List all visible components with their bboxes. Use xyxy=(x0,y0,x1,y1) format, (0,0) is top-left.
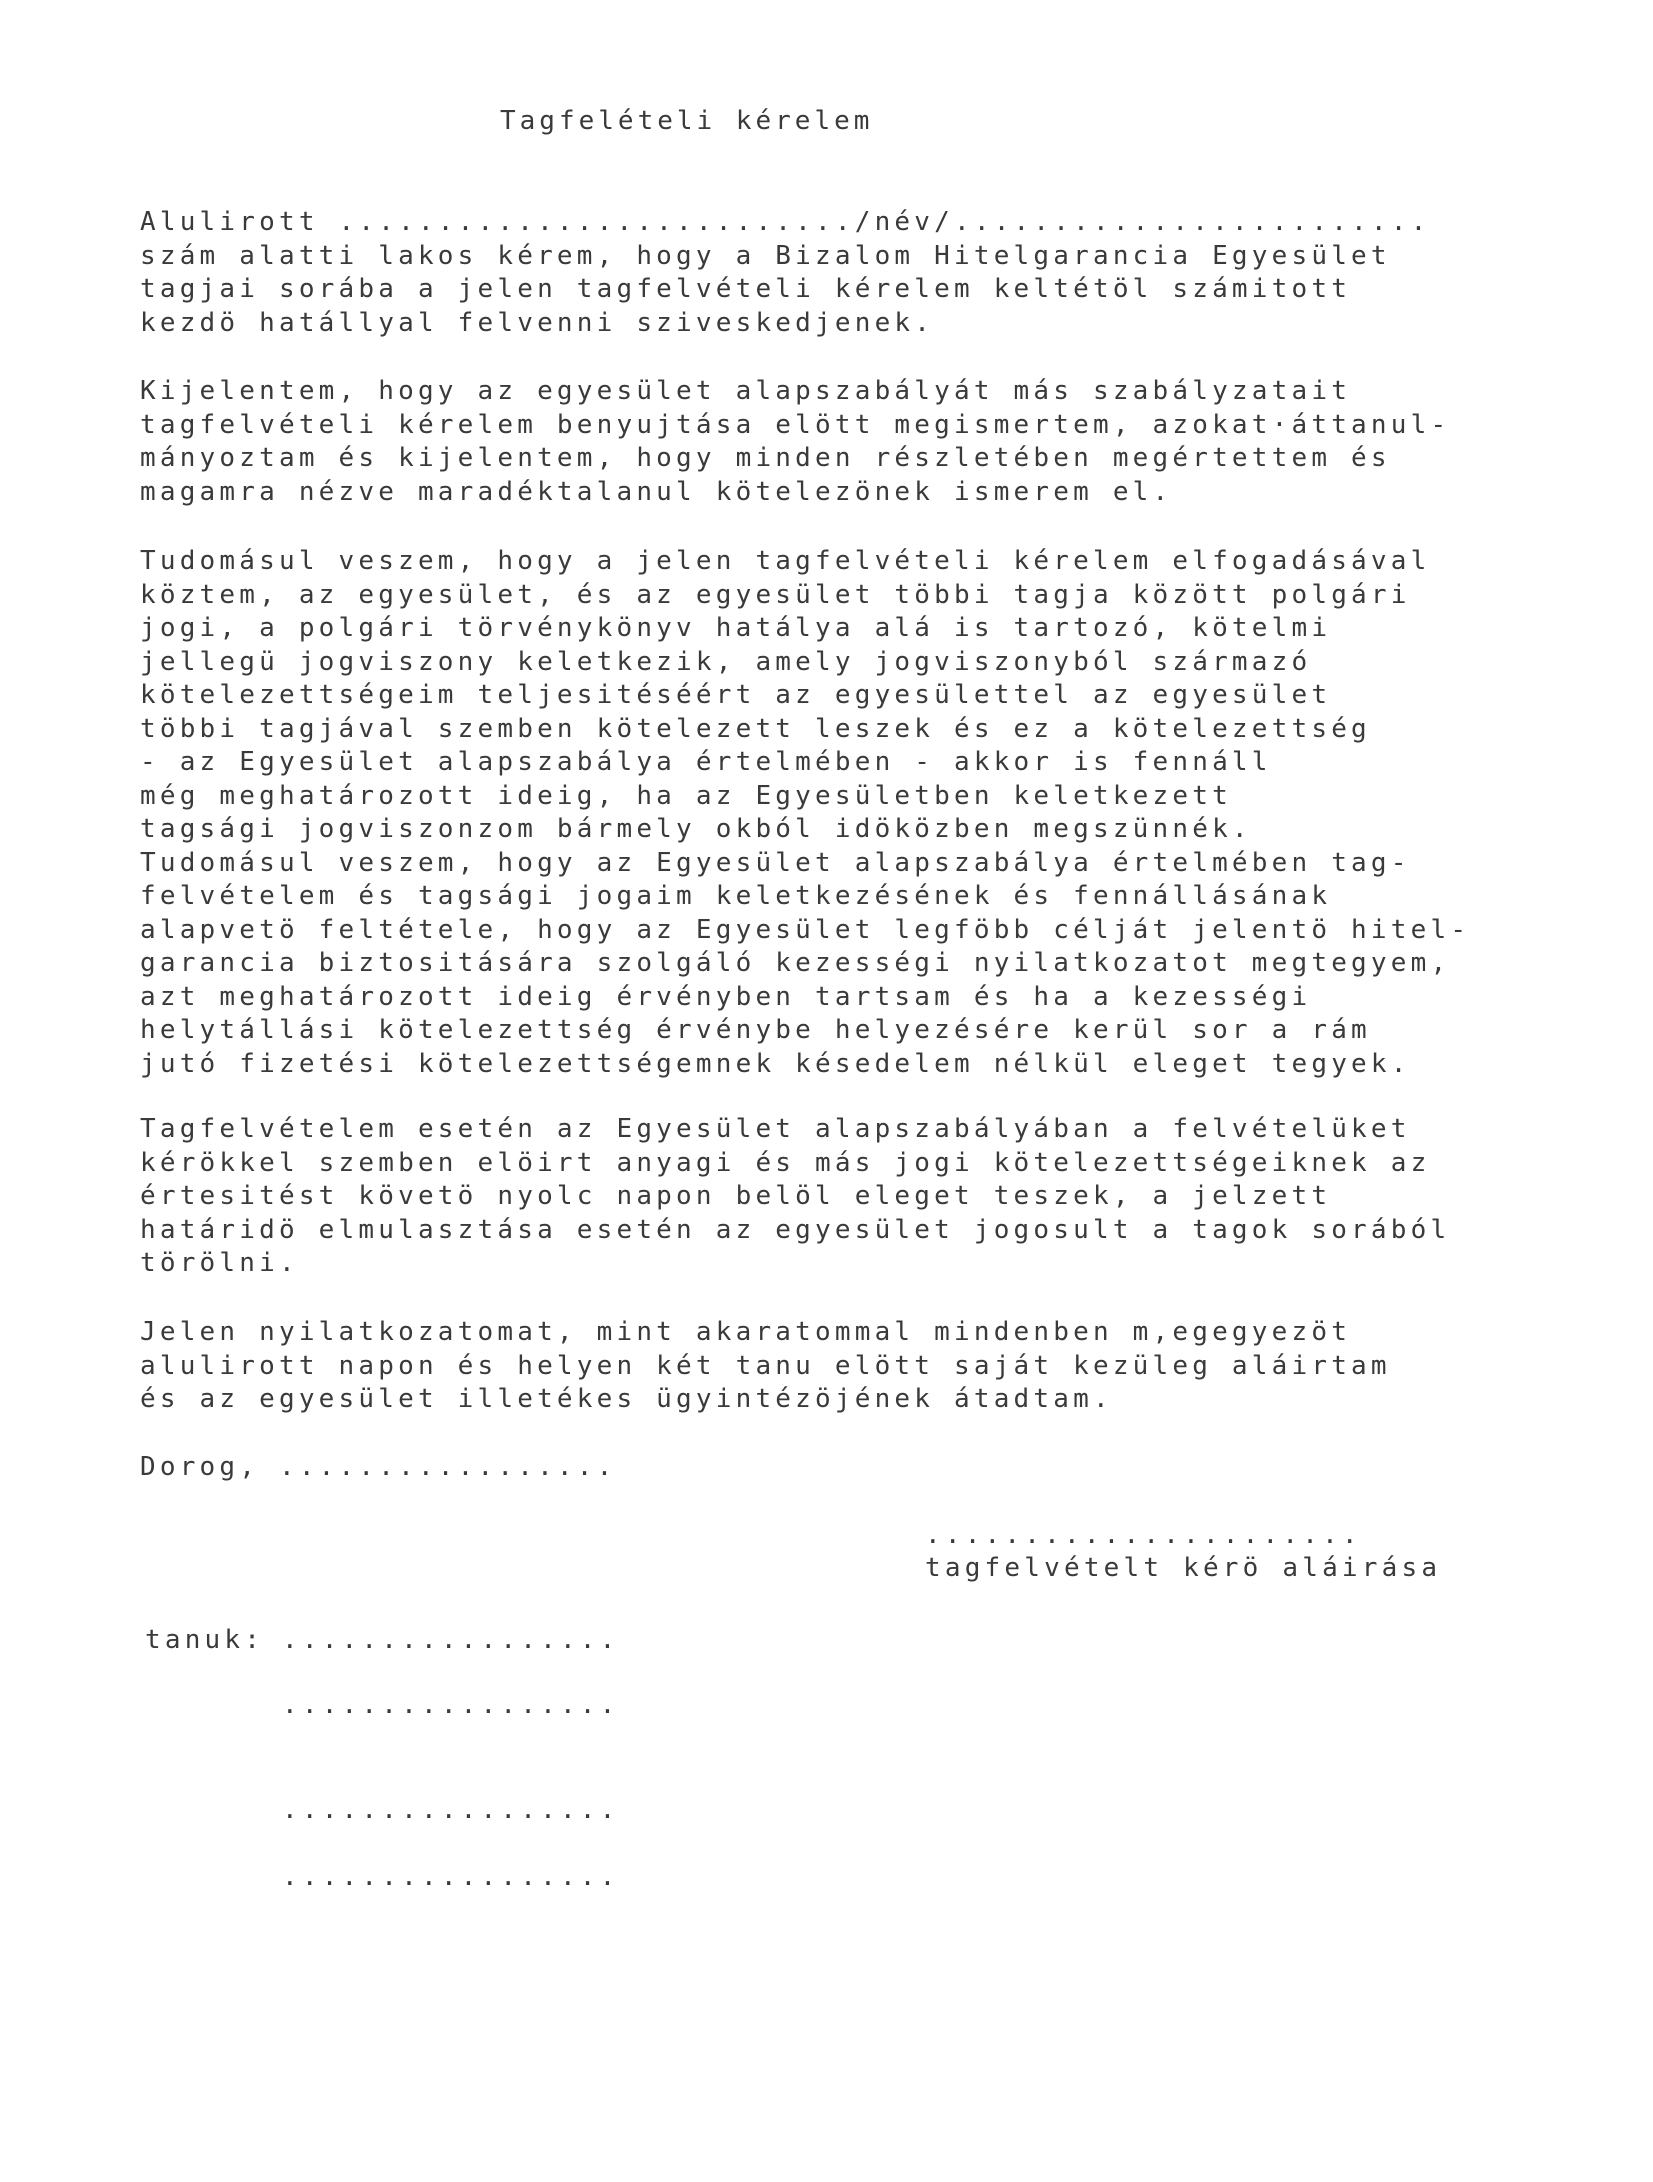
text-line: kezdö hatállyal felvenni sziveskedjenek. xyxy=(140,307,935,338)
text-line: köztem, az egyesület, és az egyesület többi tagja között polgári xyxy=(140,579,1411,610)
text-line: alulirott napon és helyen két tanu elött saját kezüleg aláirtam xyxy=(140,1350,1391,1381)
text-line: jogi, a polgári törvénykönyv hatálya alá is tartozó, kötelmi xyxy=(140,613,1332,643)
text-line: Tudomásul veszem, hogy az Egyesület alapszabálya értelmében tag- xyxy=(140,847,1411,878)
signature-label: tagfelvételt kérö aláirása xyxy=(925,1553,1442,1583)
text-line: Kijelentem, hogy az egyesület alapszabályát más szabályzatait xyxy=(140,376,1352,406)
text-line: értesitést követö nyolc napon belöl eleget teszek, a jelzett xyxy=(140,1181,1332,1211)
paragraph-obligations xyxy=(140,1113,1480,1281)
text-line: és az egyesület illetékes ügyintézöjének átadtam. xyxy=(140,1384,1113,1414)
date-place-line: Dorog, ................. xyxy=(140,1452,617,1482)
witness-signature-field: ................. xyxy=(282,1862,620,1892)
text-line: helytállási kötelezettség érvénybe helyezésére kerül sor a rám xyxy=(140,1015,1371,1045)
text-line: Jelen nyilatkozatomat, mint akaratommal mindenben m,egegyezöt xyxy=(140,1317,1352,1347)
text-line: határidö elmulasztása esetén az egyesület jogosult a tagok sorából xyxy=(140,1214,1451,1245)
text-line: - az Egyesület alapszabálya értelmében - akkor is fennáll xyxy=(140,747,1272,777)
text-line: jutó fizetési kötelezettségemnek késedelem nélkül eleget tegyek. xyxy=(140,1048,1411,1079)
text-line: kérökkel szemben elöirt anyagi és más jogi kötelezettségeiknek az xyxy=(140,1147,1431,1178)
signature-field: ...................... xyxy=(925,1520,1362,1550)
text-line: tagsági jogviszonzom bármely okból idöközben megszünnék. xyxy=(140,814,1252,844)
text-line: mányoztam és kijelentem, hogy minden részletében megértettem és xyxy=(140,443,1391,473)
text-line: azt meghatározott ideig érvényben tartsam és ha a kezességi xyxy=(140,981,1312,1012)
text-line: többi tagjával szemben kötelezett leszek és ez a kötelezettség xyxy=(140,713,1371,744)
witness-signature-field: ................. xyxy=(282,1690,620,1720)
text-line: kötelezettségeim teljesitéséért az egyesülettel az egyesület xyxy=(140,680,1332,710)
text-line: szám alatti lakos kérem, hogy a Bizalom Hitelgarancia Egyesület xyxy=(140,240,1391,271)
witness-signature-field: ................. xyxy=(282,1625,620,1655)
witness-signature-field: ................. xyxy=(282,1795,620,1825)
text-line: jellegü jogviszony keletkezik, amely jogviszonyból származó xyxy=(140,646,1312,677)
witnesses-label: tanuk: xyxy=(145,1625,265,1655)
text-line: Alulirott ........................../név/........................ xyxy=(140,207,1431,237)
text-line: garancia biztositására szolgáló kezességi nyilatkozatot megtegyem, xyxy=(140,948,1451,978)
text-line: magamra nézve maradéktalanul kötelezönek ismerem el. xyxy=(140,476,1173,507)
text-line: tagfelvételi kérelem benyujtása elött megismertem, azokat·áttanul- xyxy=(140,409,1451,440)
document-title: Tagfelételi kérelem xyxy=(500,106,874,136)
text-line: felvételem és tagsági jogaim keletkezésének és fennállásának xyxy=(140,881,1332,911)
paragraph-applicant xyxy=(140,206,1480,340)
text-line: alapvetö feltétele, hogy az Egyesület legföbb célját jelentö hitel- xyxy=(140,914,1471,945)
text-line: törölni. xyxy=(140,1248,299,1278)
text-line: Tagfelvételem esetén az Egyesület alapszabályában a felvételüket xyxy=(140,1114,1411,1144)
text-line: tagjai sorába a jelen tagfelvételi kérelem keltétöl számitott xyxy=(140,274,1352,304)
paragraph-acknowledgement xyxy=(140,545,1480,1081)
text-line: még meghatározott ideig, ha az Egyesületben keletkezett xyxy=(140,780,1232,811)
paragraph-signing-statement xyxy=(140,1316,1480,1417)
paragraph-declaration xyxy=(140,375,1480,509)
text-line: Tudomásul veszem, hogy a jelen tagfelvételi kérelem elfogadásával xyxy=(140,546,1431,576)
